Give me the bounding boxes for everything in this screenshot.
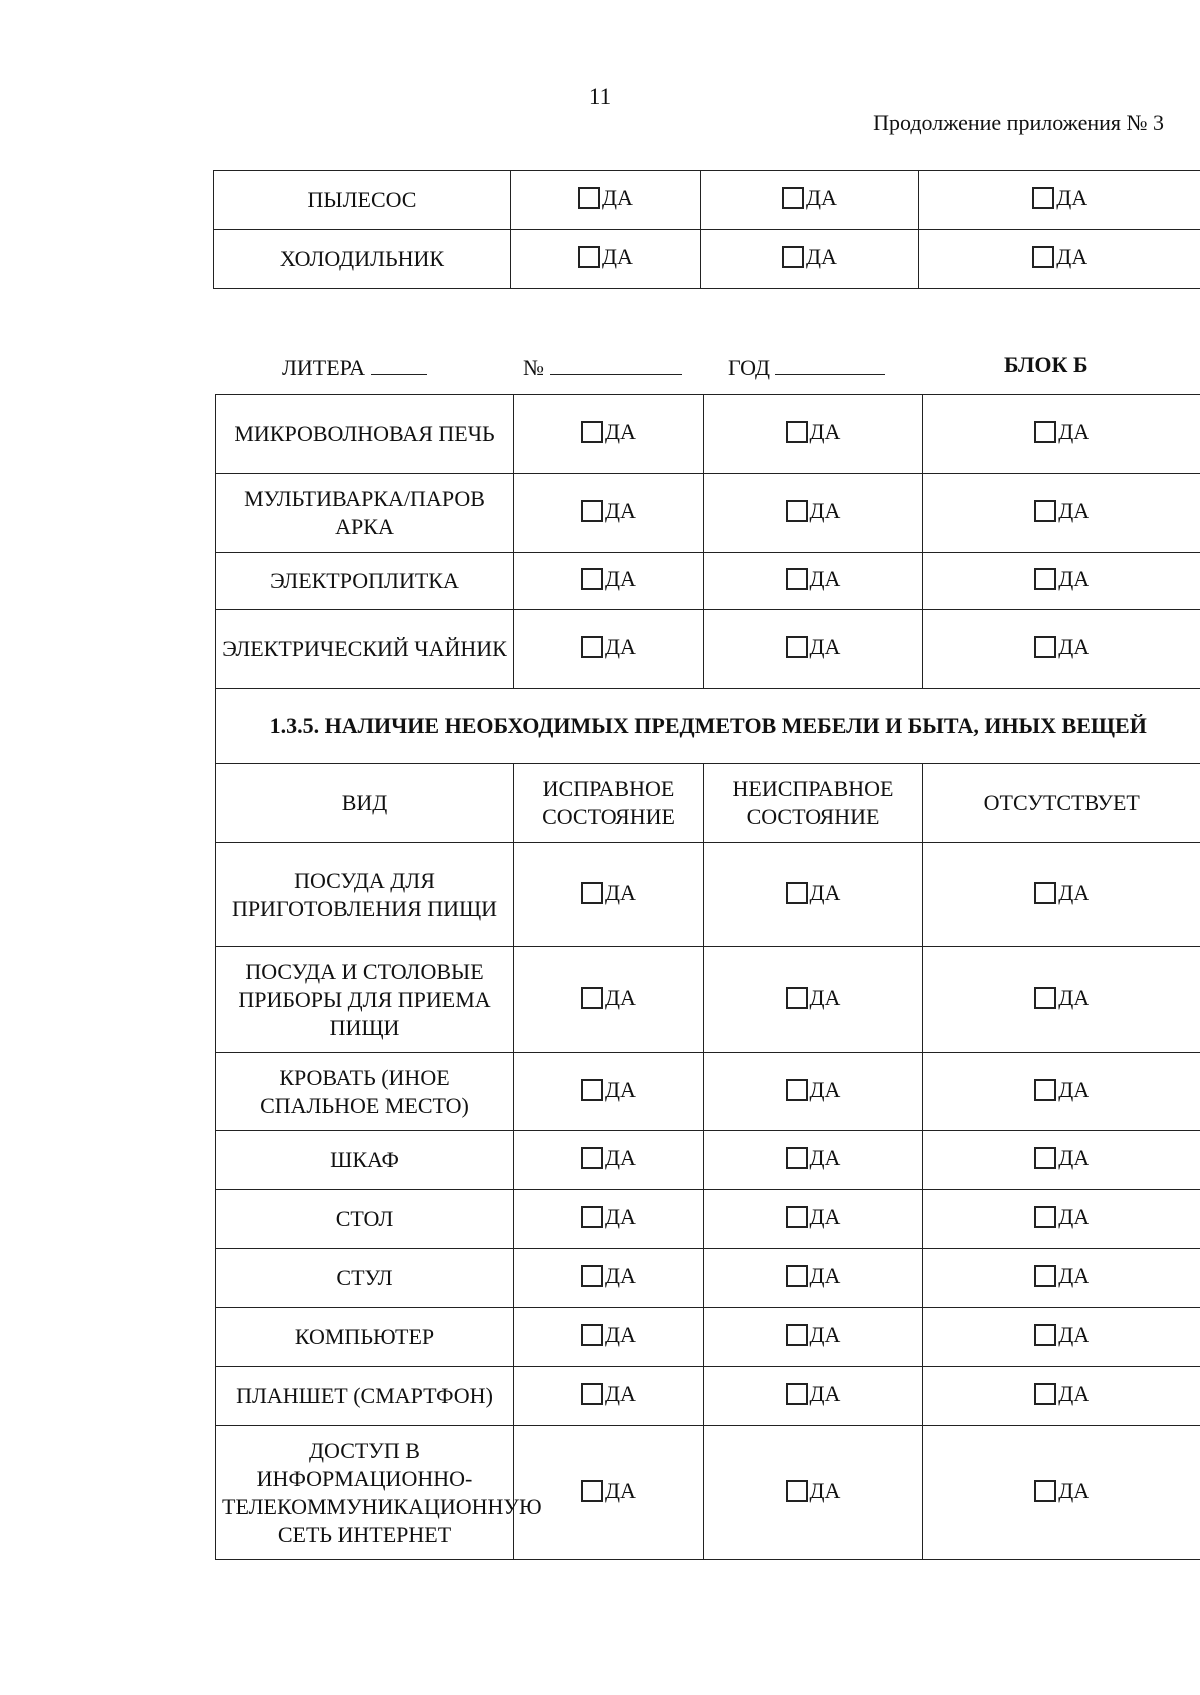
checkbox-good-a1[interactable] [581,497,636,525]
checkbox-icon[interactable] [1034,1206,1056,1228]
checkbox-icon[interactable] [581,1480,603,1502]
checkbox-icon[interactable] [581,1324,603,1346]
column-header-row [216,764,1200,843]
table-row [216,1053,1200,1131]
row-label: ДОСТУП В ИНФОРМАЦИОННО-ТЕЛЕКОММУНИКАЦИОННУЮ СЕТЬ ИНТЕРНЕТ [216,1426,514,1560]
table-row [216,1249,1200,1308]
checkbox-icon[interactable] [581,500,603,522]
checkbox-faulty-f1[interactable] [786,984,841,1012]
checkbox-icon[interactable] [1034,1480,1056,1502]
checkbox-faulty-a3[interactable] [786,633,841,661]
checkbox-label: ДА [1058,419,1090,444]
litera-label: ЛИТЕРА [282,355,365,380]
checkbox-good-f5[interactable] [581,1262,636,1290]
checkbox-icon[interactable] [581,1206,603,1228]
checkbox-faulty-f0[interactable] [786,879,841,907]
block-label: БЛОК Б [1004,352,1088,377]
table-row [216,610,1200,689]
checkbox-label: ДА [809,1204,841,1229]
checkbox-absent-a2[interactable] [1034,565,1089,593]
checkbox-faulty-a2[interactable] [786,565,841,593]
checkbox-label: ДА [602,185,633,210]
checkbox-label: ДА [806,244,837,269]
table-row [214,171,1200,230]
checkbox-icon[interactable] [581,421,603,443]
checkbox-icon[interactable] [786,568,808,590]
checkbox-faulty-t0[interactable] [782,184,837,212]
checkbox-good-f4[interactable] [581,1203,636,1231]
checkbox-icon[interactable] [786,1265,808,1287]
checkbox-icon[interactable] [581,1079,603,1101]
checkbox-icon[interactable] [1034,882,1056,904]
checkbox-label: ДА [809,1477,841,1503]
checkbox-icon[interactable] [581,1383,603,1405]
checkbox-absent-f0[interactable] [1034,879,1089,907]
checkbox-good-f2[interactable] [581,1076,636,1104]
row-label: КОМПЬЮТЕР [216,1308,514,1367]
checkbox-icon[interactable] [1034,1383,1056,1405]
checkbox-icon[interactable] [581,1147,603,1169]
checkbox-icon[interactable] [1034,568,1056,590]
checkbox-icon[interactable] [782,187,804,209]
checkbox-label: ДА [809,1263,841,1288]
checkbox-absent-f7[interactable] [1034,1380,1089,1408]
checkbox-good-f3[interactable] [581,1144,636,1172]
checkbox-faulty-f3[interactable] [786,1144,841,1172]
checkbox-faulty-a1[interactable] [786,497,841,525]
table-row [216,474,1200,553]
checkbox-icon[interactable] [786,882,808,904]
checkbox-absent-a3[interactable] [1034,633,1089,661]
checkbox-absent-f2[interactable] [1034,1076,1089,1104]
checkbox-icon[interactable] [578,187,600,209]
checkbox-faulty-a0[interactable] [786,418,841,446]
checkbox-icon[interactable] [786,636,808,658]
checkbox-absent-f1[interactable] [1034,984,1089,1012]
checkbox-icon[interactable] [786,1147,808,1169]
checkbox-label: ДА [809,566,841,591]
checkbox-label: ДА [806,185,837,210]
checkbox-label: ДА [605,1076,636,1102]
checkbox-icon[interactable] [1034,421,1056,443]
table-row [216,1190,1200,1249]
checkbox-label: ДА [605,1477,636,1503]
checkbox-label: ДА [605,634,636,659]
row-label: ПОСУДА И СТОЛОВЫЕ ПРИБОРЫ ДЛЯ ПРИЕМА ПИЩИ [216,947,514,1053]
table-row [216,1367,1200,1426]
checkbox-label: ДА [809,984,841,1010]
checkbox-label: ДА [605,419,636,444]
checkbox-faulty-f5[interactable] [786,1262,841,1290]
checkbox-faulty-f6[interactable] [786,1321,841,1349]
table-row [216,395,1200,474]
checkbox-icon[interactable] [786,987,808,1009]
checkbox-icon[interactable] [1032,187,1054,209]
row-label: МИКРОВОЛНОВАЯ ПЕЧЬ [216,395,514,474]
checkbox-label: ДА [605,1381,636,1406]
checkbox-absent-f6[interactable] [1034,1321,1089,1349]
checkbox-absent-t1[interactable] [1032,243,1087,271]
checkbox-label: ДА [1056,185,1088,210]
checkbox-faulty-f8[interactable] [786,1477,841,1505]
checkbox-label: ДА [605,1322,636,1347]
checkbox-label: ДА [1058,634,1090,659]
checkbox-icon[interactable] [581,987,603,1009]
checkbox-label: ДА [1058,1263,1090,1288]
row-label: СТУЛ [216,1249,514,1308]
checkbox-good-t0[interactable] [578,184,633,212]
checkbox-label: ДА [1058,1145,1090,1170]
checkbox-good-t1[interactable] [578,243,633,271]
appendix-note: Продолжение приложения № 3 [873,110,1164,135]
checkbox-good-f8[interactable] [581,1477,636,1505]
checkbox-label: ДА [1058,879,1090,905]
page-number: 11 [588,84,612,109]
checkbox-label: ДА [602,244,633,269]
section-title: 1.3.5. НАЛИЧИЕ НЕОБХОДИМЫХ ПРЕДМЕТОВ МЕБЕЛИ И БЫТА, ИНЫХ ВЕЩЕЙ [216,689,1200,764]
checkbox-label: ДА [809,419,841,444]
checkbox-label: ДА [605,1204,636,1229]
row-label: МУЛЬТИВАРКА/ПАРОВ АРКА [216,474,514,553]
column-header: ОТСУТСТВУЕТ [923,764,1200,843]
checkbox-label: ДА [1058,566,1090,591]
checkbox-label: ДА [605,498,636,523]
checkbox-label: ДА [605,879,636,905]
row-label: КРОВАТЬ (ИНОЕ СПАЛЬНОЕ МЕСТО) [216,1053,514,1131]
checkbox-label: ДА [1058,984,1090,1010]
table-row [216,1308,1200,1367]
checkbox-label: ДА [1058,1381,1090,1406]
row-label: ПОСУДА ДЛЯ ПРИГОТОВЛЕНИЯ ПИЩИ [216,843,514,947]
checkbox-label: ДА [809,879,841,905]
checkbox-label: ДА [605,1145,636,1170]
checkbox-icon[interactable] [1034,1079,1056,1101]
checkbox-absent-a1[interactable] [1034,497,1089,525]
checkbox-icon[interactable] [786,1480,808,1502]
checkbox-icon[interactable] [581,882,603,904]
checkbox-label: ДА [809,1076,841,1102]
checkbox-icon[interactable] [786,1206,808,1228]
checkbox-icon[interactable] [1034,987,1056,1009]
row-label: ЭЛЕКТРОПЛИТКА [216,553,514,610]
checkbox-label: ДА [1058,1204,1090,1229]
checkbox-good-a3[interactable] [581,633,636,661]
checkbox-good-f1[interactable] [581,984,636,1012]
checkbox-icon[interactable] [1034,500,1056,522]
row-label: СТОЛ [216,1190,514,1249]
checkbox-faulty-f7[interactable] [786,1380,841,1408]
checkbox-icon[interactable] [786,1079,808,1101]
column-header: НЕИСПРАВНОЕ СОСТОЯНИЕ [704,764,923,843]
checkbox-good-f7[interactable] [581,1380,636,1408]
checkbox-icon[interactable] [1034,636,1056,658]
number-field[interactable] [550,354,682,375]
table-row [216,843,1200,947]
row-label: ПЫЛЕСОС [214,171,511,230]
table-row [216,553,1200,610]
checkbox-absent-f4[interactable] [1034,1203,1089,1231]
checkbox-icon[interactable] [1032,246,1054,268]
checkbox-label: ДА [1058,1076,1090,1102]
table-row [216,1131,1200,1190]
table-row [216,1426,1200,1560]
checkbox-icon[interactable] [1034,1265,1056,1287]
litera-field[interactable] [371,354,427,375]
checkbox-good-f0[interactable] [581,879,636,907]
row-label: ПЛАНШЕТ (СМАРТФОН) [216,1367,514,1426]
checkbox-icon[interactable] [786,500,808,522]
row-label: ЭЛЕКТРИЧЕСКИЙ ЧАЙНИК [216,610,514,689]
year-field[interactable] [775,354,885,375]
checkbox-icon[interactable] [782,246,804,268]
checkbox-icon[interactable] [578,246,600,268]
checkbox-faulty-t1[interactable] [782,243,837,271]
checkbox-icon[interactable] [786,421,808,443]
checkbox-absent-t0[interactable] [1032,184,1087,212]
checkbox-faulty-f2[interactable] [786,1076,841,1104]
checkbox-label: ДА [1058,498,1090,523]
checkbox-good-a0[interactable] [581,418,636,446]
furniture-table [215,394,1200,1560]
checkbox-label: ДА [809,1322,841,1347]
number-label: № [523,355,544,380]
checkbox-good-a2[interactable] [581,565,636,593]
table-row [214,230,1200,289]
checkbox-absent-f3[interactable] [1034,1144,1089,1172]
checkbox-label: ДА [809,498,841,523]
checkbox-good-f6[interactable] [581,1321,636,1349]
checkbox-absent-f5[interactable] [1034,1262,1089,1290]
checkbox-absent-a0[interactable] [1034,418,1089,446]
row-label: ХОЛОДИЛЬНИК [214,230,511,289]
checkbox-icon[interactable] [581,568,603,590]
checkbox-icon[interactable] [581,1265,603,1287]
checkbox-label: ДА [809,1145,841,1170]
column-header: ВИД [216,764,514,843]
appliances-table-top [213,170,1200,289]
checkbox-icon[interactable] [786,1383,808,1405]
checkbox-label: ДА [809,634,841,659]
checkbox-label: ДА [809,1381,841,1406]
year-label: ГОД [728,355,770,380]
checkbox-label: ДА [1058,1322,1090,1347]
checkbox-icon[interactable] [1034,1147,1056,1169]
section-title-row [216,689,1200,764]
checkbox-icon[interactable] [1034,1324,1056,1346]
checkbox-label: ДА [1058,1477,1090,1503]
column-header: ИСПРАВНОЕ СОСТОЯНИЕ [514,764,704,843]
checkbox-label: ДА [605,1263,636,1288]
checkbox-label: ДА [1056,244,1088,269]
checkbox-icon[interactable] [581,636,603,658]
checkbox-label: ДА [605,984,636,1010]
checkbox-icon[interactable] [786,1324,808,1346]
table-row [216,947,1200,1053]
checkbox-faulty-f4[interactable] [786,1203,841,1231]
checkbox-absent-f8[interactable] [1034,1477,1089,1505]
row-label: ШКАФ [216,1131,514,1190]
checkbox-label: ДА [605,566,636,591]
